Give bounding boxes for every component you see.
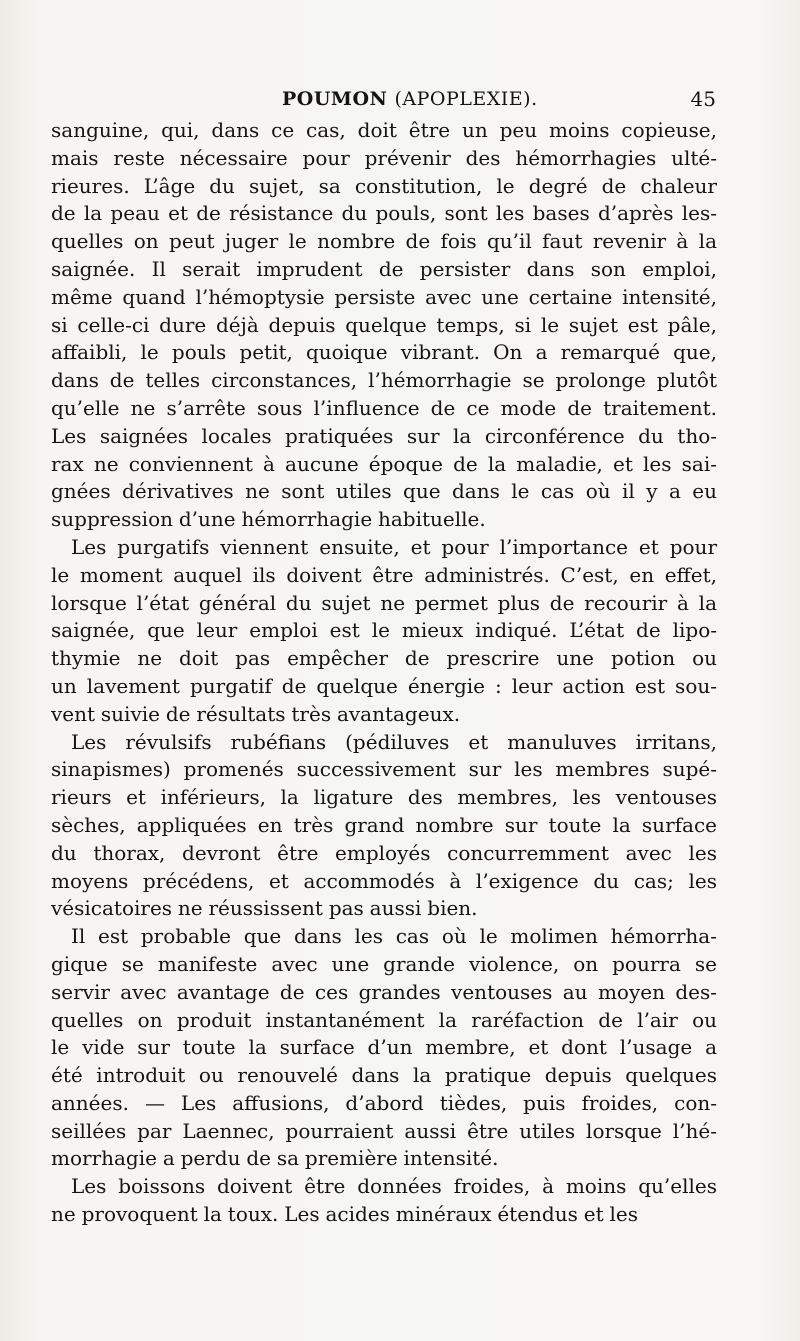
- page-number: 45: [690, 87, 716, 111]
- text-line: saignée. Il serait imprudent de persister dans son emploi,: [51, 256, 717, 281]
- text-line: un lavement purgatif de quelque énergie : leur action est sou-: [51, 673, 717, 698]
- text-line: sinapismes) promenés successivement sur les membres supé-: [51, 757, 717, 782]
- text-line: Les révulsifs rubéfians (pédiluves et manuluves irritans,: [71, 729, 717, 754]
- text-line: du thorax, devront être employés concurremment avec les: [51, 840, 717, 865]
- text-line: quelles on peut juger le nombre de fois qu’il faut revenir à la: [51, 229, 717, 254]
- text-line: même quand l’hémoptysie persiste avec une certaine intensité,: [51, 284, 717, 309]
- text-line: moyens précédens, et accommodés à l’exigence du cas; les: [51, 868, 717, 893]
- paragraph: [51, 1173, 717, 1229]
- text-line: Les purgatifs viennent ensuite, et pour l’importance et pour: [71, 534, 717, 559]
- text-line: seillées par Laennec, pourraient aussi être utiles lorsque l’hé-: [51, 1118, 717, 1143]
- text-line: qu’elle ne s’arrête sous l’influence de ce mode de traitement.: [51, 395, 717, 420]
- text-line: quelles on produit instantanément la raréfaction de l’air ou: [51, 1007, 717, 1032]
- running-header: [52, 84, 716, 118]
- text-line: Les saignées locales pratiquées sur la circonférence du tho-: [51, 423, 717, 448]
- running-title-main: POUMON: [282, 88, 388, 110]
- text-line: gique se manifeste avec une grande violence, on pourra se: [51, 951, 717, 976]
- text-line: vent suivie de résultats très avantageux.: [51, 701, 461, 726]
- text-line: servir avec avantage de ces grandes ventouses au moyen des-: [51, 979, 717, 1004]
- text-line: années. — Les affusions, d’abord tièdes, puis froides, con-: [51, 1090, 717, 1115]
- text-line: affaibli, le pouls petit, quoique vibrant. On a remarqué que,: [51, 340, 717, 365]
- text-line: ne provoquent la toux. Les acides minéraux étendus et les: [51, 1202, 638, 1227]
- paragraph: [51, 923, 717, 1173]
- text-line: lorsque l’état général du sujet ne permet plus de recourir à la: [51, 590, 717, 615]
- paragraph: [51, 729, 717, 924]
- text-line: mais reste nécessaire pour prévenir des hémorrhagies ulté-: [51, 145, 717, 170]
- running-title: [282, 84, 538, 114]
- text-line: le vide sur toute la surface d’un membre, et dont l’usage a: [51, 1035, 717, 1060]
- text-line: de la peau et de résistance du pouls, sont les bases d’après les-: [51, 201, 717, 226]
- text-line: rieurs et inférieurs, la ligature des membres, les ventouses: [51, 785, 717, 810]
- text-line: rax ne conviennent à aucune époque de la maladie, et les sai-: [51, 451, 717, 476]
- paragraph: [51, 534, 717, 729]
- text-line: vésicatoires ne réussissent pas aussi bien.: [51, 896, 478, 921]
- text-line: été introduit ou renouvelé dans la pratique depuis quelques: [51, 1063, 717, 1088]
- text-line: dans de telles circonstances, l’hémorrhagie se prolonge plutôt: [51, 368, 717, 393]
- paragraph: [51, 117, 717, 534]
- text-line: sèches, appliquées en très grand nombre sur toute la surface: [51, 812, 717, 837]
- text-line: Les boissons doivent être données froides, à moins qu’elles: [71, 1174, 717, 1199]
- text-line: si celle-ci dure déjà depuis quelque temps, si le sujet est pâle,: [51, 312, 717, 337]
- text-line: morrhagie a perdu de sa première intensité.: [51, 1146, 499, 1171]
- text-line: saignée, que leur emploi est le mieux indiqué. L’état de lipo-: [51, 618, 717, 643]
- text-line: suppression d’une hémorrhagie habituelle.: [51, 507, 486, 532]
- text-line: sanguine, qui, dans ce cas, doit être un peu moins copieuse,: [51, 118, 717, 142]
- text-line: Il est probable que dans les cas où le molimen hémorrha-: [71, 924, 717, 949]
- text-line: thymie ne doit pas empêcher de prescrire une potion ou: [51, 646, 717, 671]
- text-line: gnées dérivatives ne sont utiles que dans le cas où il y a eu: [51, 479, 717, 504]
- text-line: le moment auquel ils doivent être administrés. C’est, en effet,: [51, 562, 717, 587]
- running-title-subtitle: (APOPLEXIE).: [394, 88, 538, 110]
- body-text: [51, 117, 717, 1229]
- text-line: rieures. L’âge du sujet, sa constitution, le degré de chaleur: [51, 173, 717, 198]
